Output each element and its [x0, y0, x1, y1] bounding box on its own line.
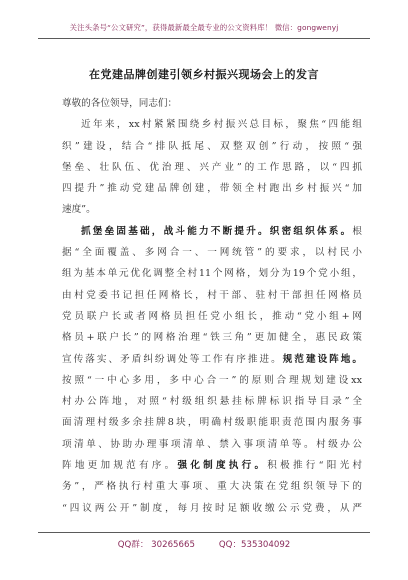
body-line	[62, 306, 362, 327]
body-text-run: 尊敬的各位领导，同志们：	[62, 98, 178, 109]
body-line	[62, 349, 362, 370]
body-text-run: 宣传落实、矛盾纠纷调处等工作有序推进。	[62, 353, 283, 365]
document-body	[62, 93, 362, 519]
body-line	[62, 178, 362, 199]
header-banner: 关注头条号“公文研究”，获得最新最全最专业的公文资料库！ 微信：gongwenyj	[69, 23, 339, 32]
body-line	[62, 391, 362, 412]
body-text-run: 根	[352, 225, 362, 237]
body-line	[62, 242, 362, 263]
body-text-run: 格员+联户长”的网格治理“铁三角”更加健全，惠民政策	[62, 332, 362, 344]
body-text-run: 村办公阵地，对照“村级组织悬挂标牌标识指导目录”全	[62, 396, 362, 408]
body-text-run: 按照“一中心多用，多中心合一”的原则合理规划建设xx	[62, 374, 362, 386]
body-text-run: 务”，严格执行村重大事项、重大决策在党组织领导下的	[62, 481, 362, 493]
body-line	[62, 476, 362, 497]
body-text-run: “四议两公开”制度，每月按时足额收缴公示党费，从严	[62, 502, 362, 514]
body-line	[62, 498, 362, 519]
document-title: 在党建品牌创建引领乡村振兴现场会上的发言	[89, 68, 319, 81]
footer-divider	[38, 532, 370, 533]
body-line	[62, 157, 362, 178]
body-text-run: 面清理村级多余挂牌8块，明确村级职能职责范围内服务事	[62, 417, 362, 429]
body-text-run: 近年来，xx村紧紧围绕乡村振兴总目标，聚焦“四能组	[81, 119, 362, 131]
body-line	[62, 221, 362, 242]
body-line	[62, 327, 362, 348]
body-line	[62, 285, 362, 306]
body-line	[62, 412, 362, 433]
body-text-run: 党员联户长或者网格员担任党小组长，推动“党小组+网	[62, 310, 362, 322]
bold-heading-text: 强化制度执行。	[177, 460, 268, 472]
header-divider	[38, 38, 370, 39]
body-line	[62, 114, 362, 135]
footer-contact	[0, 538, 408, 550]
body-line	[62, 370, 362, 391]
body-line	[62, 455, 362, 476]
body-text-run: 据“全面覆盖、多网合一、一网统管”的要求，以村民小	[62, 247, 362, 259]
body-text-run: 堡垒、壮队伍、优治理、兴产业”的工作思路，以“四抓	[62, 161, 362, 173]
body-line	[62, 263, 362, 284]
body-text-run: 阵地更加规范有序。	[62, 460, 178, 472]
footer-qq: QQ：535304092	[218, 540, 291, 550]
body-line	[62, 93, 362, 114]
body-text-run: 积极推行“阳光村	[267, 460, 363, 472]
bold-heading-text: 规范建设阵地。	[282, 353, 363, 365]
body-text-run: 由村党委书记担任网格长，村干部、驻村干部担任网格员	[62, 289, 362, 301]
body-text-run: 织”建设，结合“排队抵尾、双整双创”行动，按照“强	[62, 140, 362, 152]
bold-heading-text: 抓堡垒固基础，战斗能力不断提升。织密组织体系。	[81, 225, 353, 237]
footer-qq-group: QQ群： 30265665	[117, 540, 195, 550]
body-line	[62, 434, 362, 455]
body-line	[62, 199, 362, 220]
body-text-run: 四提升”推动党建品牌创建，带领全村跑出乡村振兴“加	[62, 183, 362, 195]
body-text-run: 组为基本单元优化调整全村11个网格，划分为19个党小组，	[62, 268, 362, 280]
body-line	[62, 136, 362, 157]
body-text-run: 速度”。	[62, 204, 96, 216]
body-text-run: 项清单、协助办理事项清单、禁入事项清单等。村级办公	[62, 438, 362, 450]
